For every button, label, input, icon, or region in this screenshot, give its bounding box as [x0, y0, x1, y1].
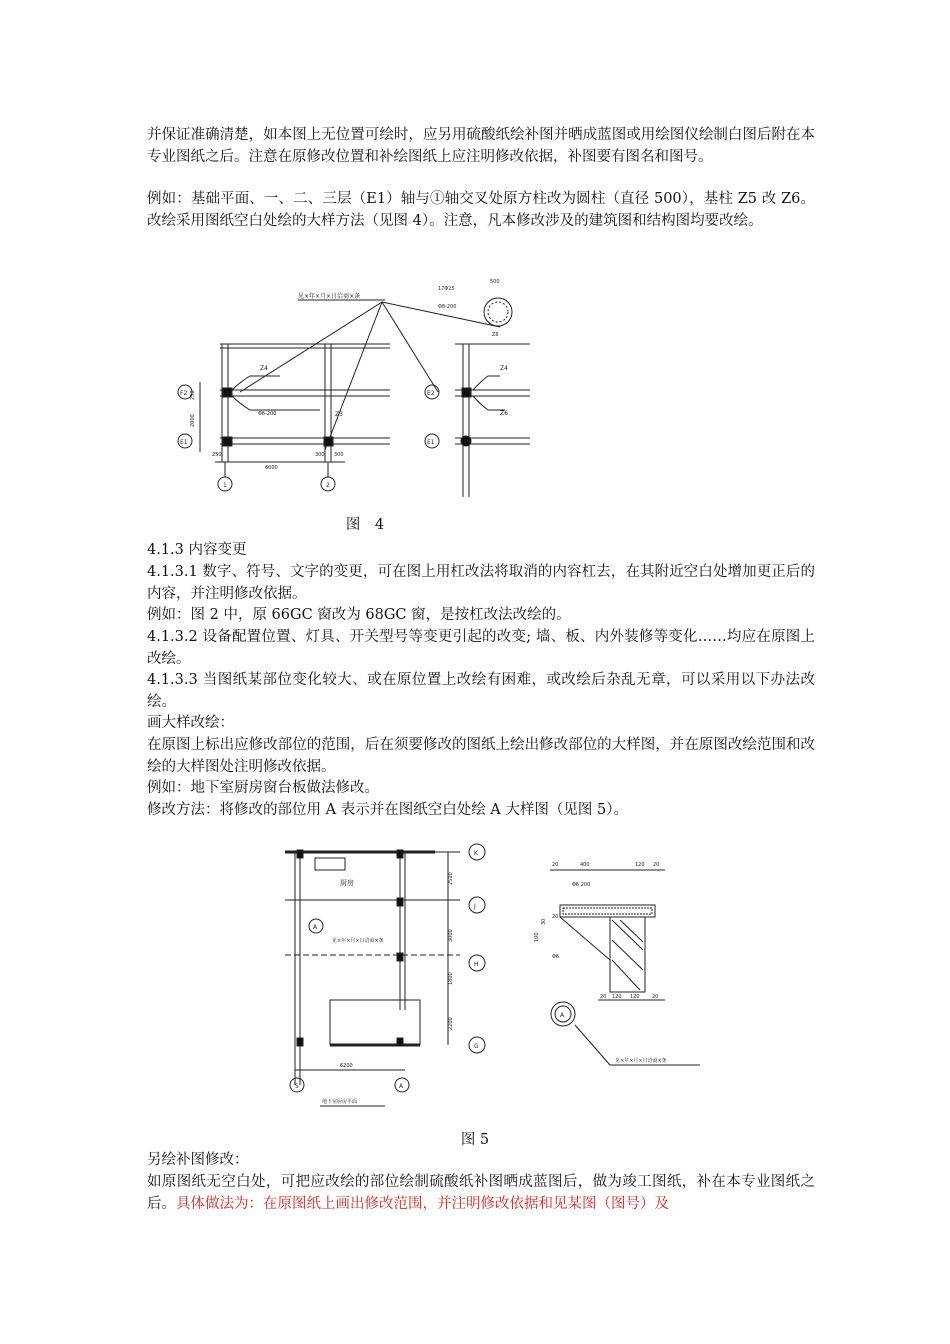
fig5-dim2500: 2500	[448, 872, 454, 885]
fig4-e2: E2	[427, 390, 435, 397]
fig4-z4b: Z4	[500, 365, 508, 372]
figure-5-caption: 图 5	[460, 1132, 490, 1148]
fig5-d120c: 120	[630, 994, 640, 1000]
fig4-axis-2: 2	[326, 482, 330, 489]
section-heading-4-1-3: 4.1.3 内容变更	[147, 542, 247, 558]
fig5-d20d: 20	[652, 994, 659, 1000]
fig5-d20b: 20	[653, 862, 660, 868]
paragraph-4-1-3-3: 4.1.3.3 当图纸某部位变化较大、或在原位置上改绘有困难，或改绘后杂乱无章，可以采用以下办法改绘。	[147, 672, 815, 710]
fig4-f2: F2	[180, 390, 188, 397]
paragraph-supplement-red: 具体做法为：在原图纸上画出修改范围，并注明修改依据和见某图（图号）及	[176, 1195, 669, 1212]
fig5-dim2200: 2200	[448, 1017, 454, 1030]
fig5-d100: 100	[534, 932, 540, 942]
fig4-note: 见×年×月×日洽商×条	[298, 293, 361, 300]
fig4-z3: Z3	[335, 411, 343, 418]
figure-4-drawing	[170, 272, 530, 517]
paragraph-1: 并保证准确清楚，如本图上无位置可绘时，应另用硫酸纸绘补图并晒成蓝图或用绘图仪绘制白图后附在本专业图纸之后。注意在原修改位置和补绘图纸上应注明修改依据，补图要有图名和图号。	[147, 127, 815, 165]
paragraph-supplement-black: 如原图纸无空白处，可把应改绘的部位绘制硫酸纸补图晒成蓝图后，做为竣工图纸，补在本专业图纸之后。	[147, 1174, 815, 1212]
fig5-d20c: 20	[600, 994, 607, 1000]
fig4-d500: 500	[490, 279, 500, 285]
fig5-d20e: 20	[552, 914, 559, 920]
fig4-dim2000: 2000	[190, 414, 196, 427]
fig4-z6: Z6	[500, 410, 508, 417]
fig5-axis-j: J	[474, 903, 476, 910]
fig4-stir: Φ8-200	[438, 304, 457, 310]
fig5-phi6: Φ6	[552, 954, 560, 960]
paragraph-modify-method: 修改方法：将修改的部位用 A 表示并在图纸空白处绘 A 大样图（见图 5）。	[147, 802, 628, 818]
figure-5-drawing	[280, 830, 700, 1120]
fig4-bars: 17Φ25	[438, 286, 455, 292]
fig5-room: 厨房	[340, 879, 354, 887]
fig5-d30: 30	[541, 918, 547, 925]
fig4-z6tag: Z6	[492, 332, 499, 338]
fig5-axis-h: H	[474, 961, 479, 968]
fig4-dim300b: 300	[334, 452, 344, 458]
fig5-dim1800: 1800	[448, 972, 454, 985]
fig5-axis-k: K	[474, 850, 478, 857]
fig4-dim250a: 250	[190, 390, 196, 400]
paragraph-detail-method: 在原图上标出应修改部位的范围，后在须要修改的图纸上绘出修改部位的大样图，并在原图改绘范围和改绘的大样图处注明修改依据。	[147, 737, 815, 775]
fig5-d400: 400	[580, 862, 590, 868]
fig5-phi6200: Φ6 200	[572, 882, 591, 888]
fig5-detail-a: A	[560, 1012, 565, 1019]
paragraph-detail-heading: 画大样改绘：	[147, 715, 234, 731]
paragraph-supplement-heading: 另绘补图修改：	[147, 1152, 249, 1168]
fig5-markA: A	[313, 924, 318, 931]
fig5-detail-note: 见×年×月×日洽商×条	[615, 1058, 667, 1064]
fig4-phi: Φ6-200	[258, 411, 277, 417]
fig4-dim300a: 300	[315, 452, 325, 458]
fig4-e1: E1	[180, 439, 188, 446]
fig5-axis-5: 5	[295, 1083, 299, 1090]
fig5-d120a: 120	[635, 862, 645, 868]
fig5-axis-a: A	[399, 1083, 404, 1090]
fig5-plan-note: 见×年×月×日洽商×条	[332, 938, 384, 944]
fig4-axis-1: 1	[223, 482, 227, 489]
fig5-dim3000: 3000	[448, 929, 454, 942]
fig4-dim250b: 250	[212, 452, 222, 458]
fig5-d20a: 20	[552, 862, 559, 868]
paragraph-example-2: 例如：图 2 中，原 66GC 窗改为 68GC 窗，是按杠改法改绘的。	[147, 607, 571, 623]
paragraph-2: 例如：基础平面、一、二、三层（E1）轴与①轴交叉处原方柱改为圆柱（直径 500），基柱 Z5 改 Z6。改绘采用图纸空白处绘的大样方法（见图 4）。注意，凡本修改涉及的建筑图和结构图均要改绘。	[147, 191, 815, 229]
fig5-dim6200: 6200	[340, 1063, 353, 1069]
figure-4-caption: 图 4	[345, 517, 385, 533]
fig4-e1b: E1	[427, 439, 435, 446]
paragraph-4-1-3-2: 4.1.3.2 设备配置位置、灯具、开关型号等变更引起的改变; 墙、板、内外装修等变化……均应在原图上改绘。	[147, 629, 815, 667]
fig5-plan-title: 地下室厨房平面	[322, 1099, 358, 1105]
paragraph-example-kitchen: 例如：地下室厨房窗台板做法修改。	[147, 780, 379, 796]
fig5-axis-g: G	[474, 1043, 479, 1050]
fig4-z4a: Z4	[260, 365, 268, 372]
paragraph-supplement-body	[147, 1172, 815, 1215]
fig5-d120b: 120	[612, 994, 622, 1000]
paragraph-4-1-3-1: 4.1.3.1 数字、符号、文字的变更，可在图上用杠改法将取消的内容杠去，在其附近空白处增加更正后的内容，并注明修改依据。	[147, 564, 815, 602]
fig4-dim6000: 6000	[265, 465, 278, 471]
